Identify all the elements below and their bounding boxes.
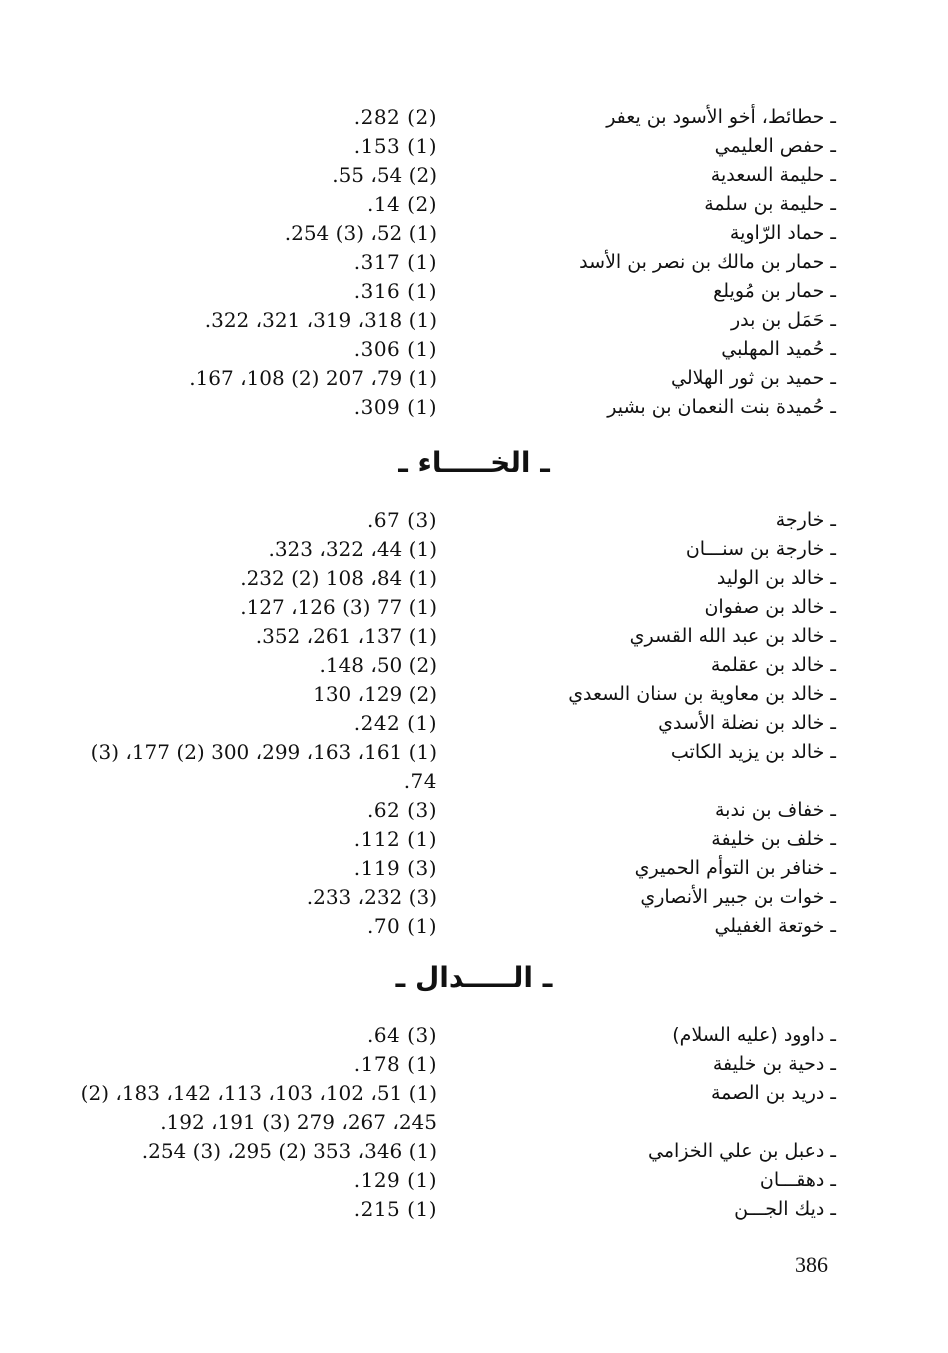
- entry-name: ـ خالد بن الوليد: [716, 567, 836, 589]
- entry-page-refs: (1) 309.: [353, 395, 437, 419]
- entry-name: ـ خارجة: [775, 509, 836, 531]
- entry-page-refs: (2) 129، 130: [313, 682, 437, 706]
- entry-page-refs: (1) 51، 102، 103، 113، 142، 183، (2): [80, 1081, 437, 1105]
- entry-page-refs: (1) 317.: [353, 250, 437, 274]
- index-entry: [0, 535, 948, 564]
- entry-page-refs: (1) 306.: [353, 337, 437, 361]
- entry-name: ـ دعبل بن علي الخزامي: [648, 1140, 836, 1162]
- entry-name: ـ حَمَل بن بدر: [731, 309, 836, 331]
- entry-name: ـ حميد بن ثور الهلالي: [671, 367, 836, 389]
- entry-name: ـ خالد بن عبد الله القسري: [629, 625, 836, 647]
- entry-name: ـ خوات بن جبير الأنصاري: [640, 886, 836, 908]
- entry-name: ـ دحية بن خليفة: [712, 1053, 836, 1075]
- entry-name: ـ خالد بن صفوان: [704, 596, 836, 618]
- entry-page-refs: 245، 267، 279 (3) 191، 192.: [160, 1110, 437, 1134]
- entry-page-refs: (1) 44، 322، 323.: [268, 537, 437, 561]
- index-entry: [0, 277, 948, 306]
- index-entry: [0, 825, 948, 854]
- entry-page-refs: (1) 215.: [353, 1197, 437, 1221]
- index-entry: [0, 622, 948, 651]
- entry-name: ـ حماد الرّاوية: [729, 222, 836, 244]
- entry-name: ـ حُميدة بنت النعمان بن بشير: [607, 396, 836, 418]
- index-entry: [0, 709, 948, 738]
- entry-page-refs: (1) 316.: [353, 279, 437, 303]
- index-entry: [0, 1195, 948, 1224]
- index-section: [0, 506, 948, 941]
- entry-page-refs: (1) 77 (3) 126، 127.: [240, 595, 437, 619]
- index-entry-continuation: [0, 767, 948, 796]
- entry-page-refs: (2) 282.: [353, 105, 437, 129]
- index-entry: [0, 306, 948, 335]
- index-entry: [0, 912, 948, 941]
- index-entry: [0, 506, 948, 535]
- entry-name: ـ خالد بن نضلة الأسدي: [658, 712, 836, 734]
- entry-name: ـ خوتعة الغفيلي: [714, 915, 836, 937]
- entry-name: ـ خالد بن يزيد الكاتب: [670, 741, 836, 763]
- index-entry: [0, 593, 948, 622]
- entry-page-refs: (1) 318، 319، 321، 322.: [204, 308, 437, 332]
- entry-name: ـ خالد بن معاوية بن سنان السعدي: [568, 683, 836, 705]
- entry-page-refs: (1) 112.: [353, 827, 437, 851]
- index-entry-continuation: [0, 1108, 948, 1137]
- index-entry: [0, 854, 948, 883]
- entry-page-refs: (3) 119.: [353, 856, 437, 880]
- index-entry: [0, 1050, 948, 1079]
- index-entry: [0, 1166, 948, 1195]
- entry-name: ـ حفص العليمي: [714, 135, 836, 157]
- index-section: [0, 1021, 948, 1224]
- entry-page-refs: (3) 67.: [366, 508, 437, 532]
- entry-page-refs: (1) 52، (3) 254.: [284, 221, 437, 245]
- entry-page-refs: (3) 64.: [366, 1023, 437, 1047]
- entry-page-refs: (1) 137، 261، 352.: [255, 624, 437, 648]
- entry-name: ـ حطائط، أخو الأسود بن يعفر: [606, 106, 836, 128]
- entry-name: ـ دريد بن الصمة: [710, 1082, 836, 1104]
- index-entry: [0, 335, 948, 364]
- entry-name: ـ حمار بن مُويلع: [713, 280, 836, 302]
- index-entry: [0, 190, 948, 219]
- index-entry: [0, 1137, 948, 1166]
- entry-page-refs: (1) 346، 353 (2) 295، (3) 254.: [141, 1139, 437, 1163]
- index-entry: [0, 883, 948, 912]
- entry-name: ـ دهقـــان: [759, 1169, 836, 1191]
- index-entry: [0, 651, 948, 680]
- entry-page-refs: (3) 232، 233.: [306, 885, 437, 909]
- index-entry: [0, 132, 948, 161]
- index-entry: [0, 393, 948, 422]
- index-entry: [0, 248, 948, 277]
- index-entry: [0, 161, 948, 190]
- entry-page-refs: (1) 84، 108 (2) 232.: [240, 566, 437, 590]
- entry-page-refs: (1) 153.: [353, 134, 437, 158]
- entry-page-refs: (2) 50، 148.: [319, 653, 437, 677]
- entry-page-refs: (2) 54، 55.: [332, 163, 437, 187]
- entry-page-refs: (2) 14.: [366, 192, 437, 216]
- entry-page-refs: (1) 242.: [353, 711, 437, 735]
- entry-name: ـ داوود (عليه السلام): [672, 1024, 836, 1046]
- index-entry: [0, 564, 948, 593]
- index-section: [0, 103, 948, 422]
- entry-name: ـ خلف بن خليفة: [711, 828, 836, 850]
- entry-page-refs: 74.: [403, 769, 437, 793]
- index-entry: [0, 364, 948, 393]
- entry-page-refs: (1) 70.: [366, 914, 437, 938]
- index-entry: [0, 1021, 948, 1050]
- entry-page-refs: (1) 129.: [353, 1168, 437, 1192]
- section-heading: ـ الخـــــاء ـ: [398, 446, 550, 479]
- entry-name: ـ خالد بن عقلمة: [710, 654, 836, 676]
- entry-name: ـ حليمة السعدية: [710, 164, 836, 186]
- entry-page-refs: (1) 178.: [353, 1052, 437, 1076]
- entry-name: ـ حليمة بن سلمة: [704, 193, 836, 215]
- entry-name: ـ حُميد المهلبي: [721, 338, 836, 360]
- index-entry: [0, 738, 948, 767]
- index-entry: [0, 219, 948, 248]
- page-number: 386: [795, 1252, 828, 1277]
- entry-name: ـ خارجة بن سنـــان: [685, 538, 836, 560]
- section-heading: ـ الـــــدال ـ: [395, 961, 553, 994]
- index-entry: [0, 796, 948, 825]
- index-entry: [0, 1079, 948, 1108]
- index-entry: [0, 680, 948, 709]
- entry-name: ـ خفاف بن ندبة: [714, 799, 836, 821]
- index-entry: [0, 103, 948, 132]
- entry-page-refs: (1) 79، 207 (2) 108، 167.: [189, 366, 437, 390]
- entry-page-refs: (1) 161، 163، 299، 300 (2) 177، (3): [90, 740, 437, 764]
- entry-name: ـ خنافر بن التوأم الحميري: [634, 857, 836, 879]
- entry-page-refs: (3) 62.: [366, 798, 437, 822]
- entry-name: ـ حمار بن مالك بن نصر بن الأسد: [579, 251, 836, 273]
- entry-name: ـ ديك الجـــن: [734, 1198, 836, 1220]
